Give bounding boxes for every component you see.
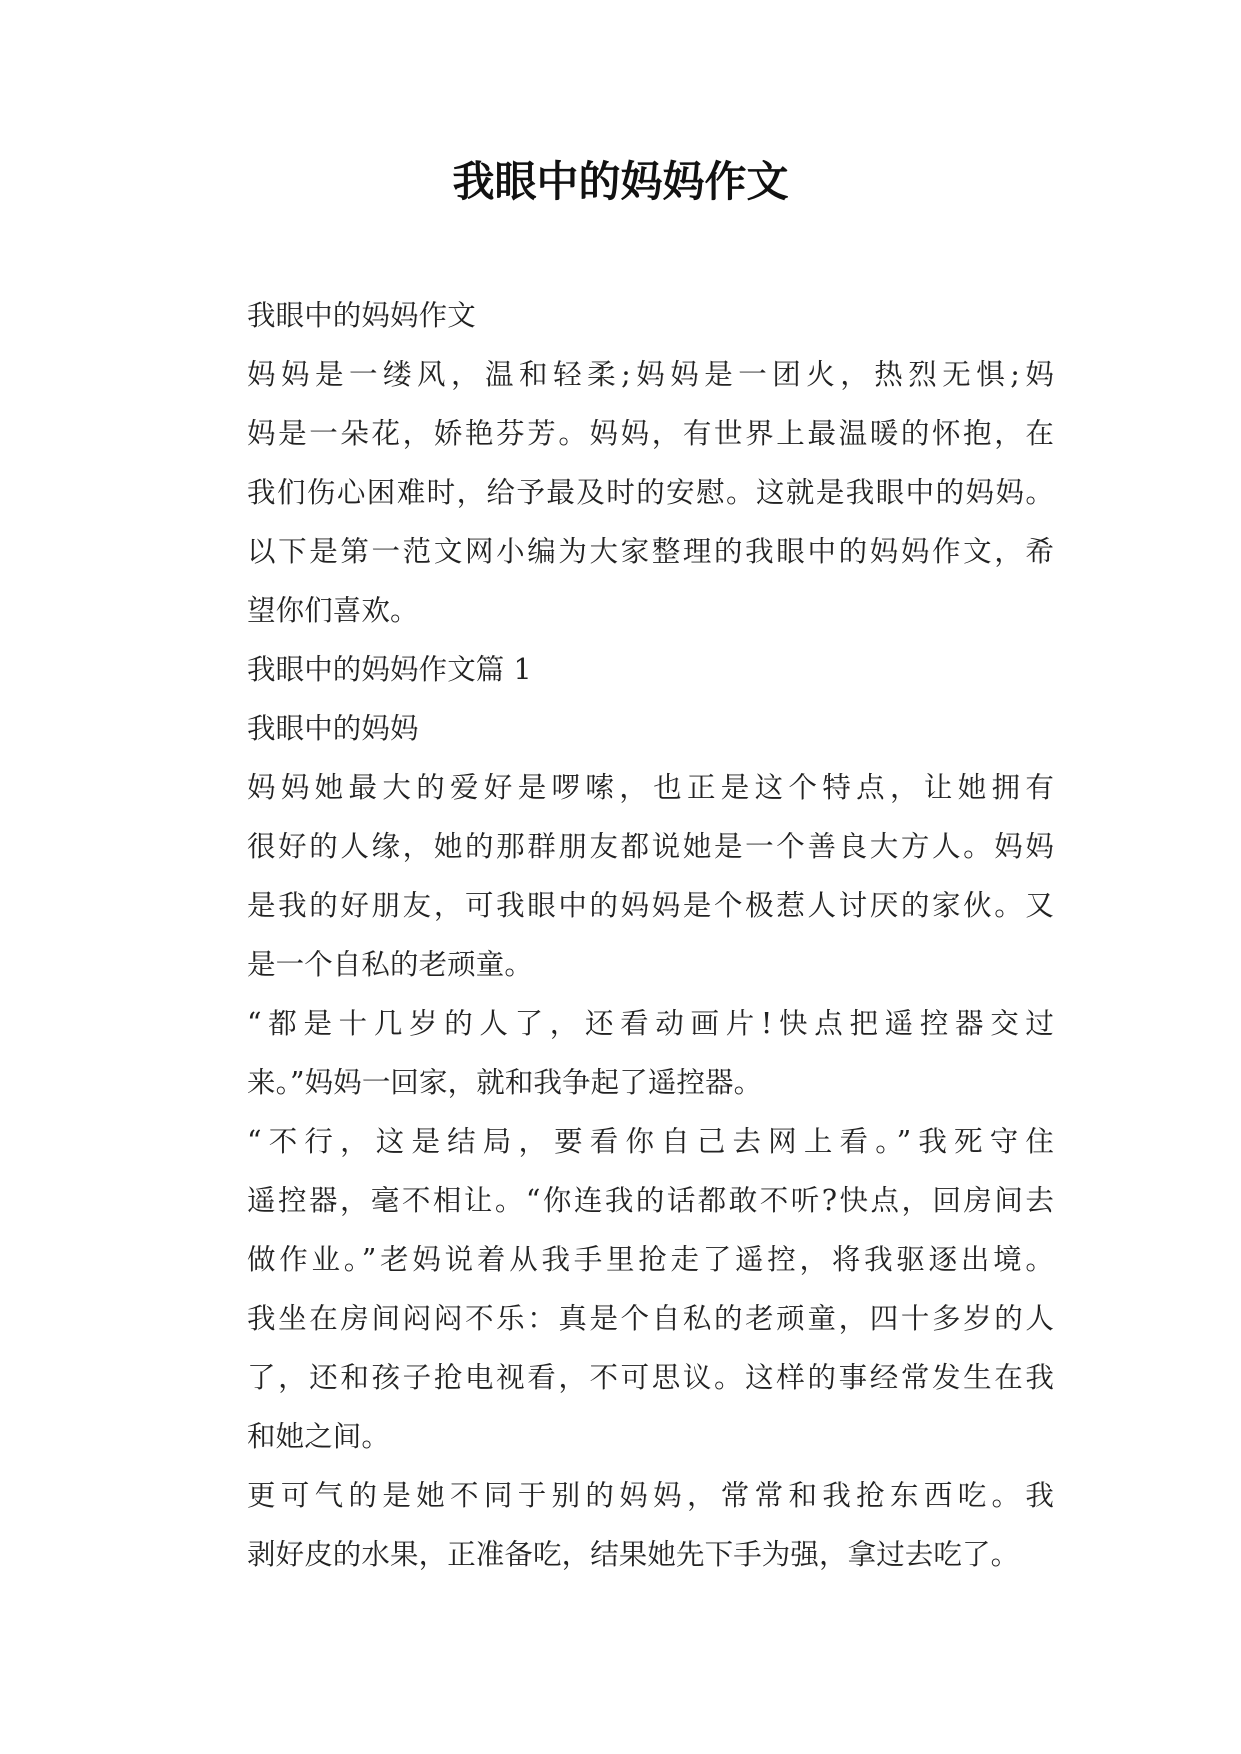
text-line: 很好的人缘，她的那群朋友都说她是一个善良大方人。妈妈 [247,830,1054,863]
paragraph [190,640,1054,699]
text-line: 望你们喜欢。 [247,594,419,627]
text-line: 我坐在房间闷闷不乐：真是个自私的老顽童，四十多岁的人 [247,1302,1054,1335]
text-line: 以下是第一范文网小编为大家整理的我眼中的妈妈作文，希 [247,535,1054,568]
text-line: “不行，这是结局，要看你自己去网上看。”我死守住 [247,1125,1054,1158]
text-line: “都是十几岁的人了，还看动画片!快点把遥控器交过 [247,1007,1054,1040]
text-line: 是一个自私的老顽童。 [247,948,534,981]
text-line: 更可气的是她不同于别的妈妈，常常和我抢东西吃。我 [247,1479,1054,1512]
paragraph [190,758,1054,994]
text-line: 我们伤心困难时，给予最及时的安慰。这就是我眼中的妈妈。 [247,476,1054,509]
text-line: 剥好皮的水果，正准备吃，结果她先下手为强，拿过去吃了。 [247,1538,1020,1571]
text-line: 来。”妈妈一回家，就和我争起了遥控器。 [247,1066,763,1099]
text-line: 遥控器，毫不相让。“你连我的话都敢不听?快点，回房间去 [247,1184,1054,1217]
paragraph [190,345,1054,640]
text-line: 我眼中的妈妈作文篇 1 [247,653,532,686]
document-body [190,286,1054,1584]
text-line: 做作业。”老妈说着从我手里抢走了遥控，将我驱逐出境。 [247,1243,1054,1276]
paragraph [190,699,1054,758]
text-line: 了，还和孩子抢电视看，不可思议。这样的事经常发生在我 [247,1361,1054,1394]
text-line: 我眼中的妈妈作文 [247,299,476,332]
text-line: 是我的好朋友，可我眼中的妈妈是个极惹人讨厌的家伙。又 [247,889,1054,922]
text-line: 和她之间。 [247,1420,391,1453]
paragraph [190,286,1054,345]
document-title: 我眼中的妈妈作文 [452,157,789,206]
text-line: 我眼中的妈妈 [247,712,419,745]
paragraph [190,1112,1054,1466]
text-line: 妈是一朵花，娇艳芬芳。妈妈，有世界上最温暖的怀抱，在 [247,417,1054,450]
paragraph [190,1466,1054,1584]
paragraph [190,994,1054,1112]
text-line: 妈妈是一缕风，温和轻柔;妈妈是一团火，热烈无惧;妈 [247,358,1054,391]
text-line: 妈妈她最大的爱好是啰嗦，也正是这个特点，让她拥有 [247,771,1054,804]
